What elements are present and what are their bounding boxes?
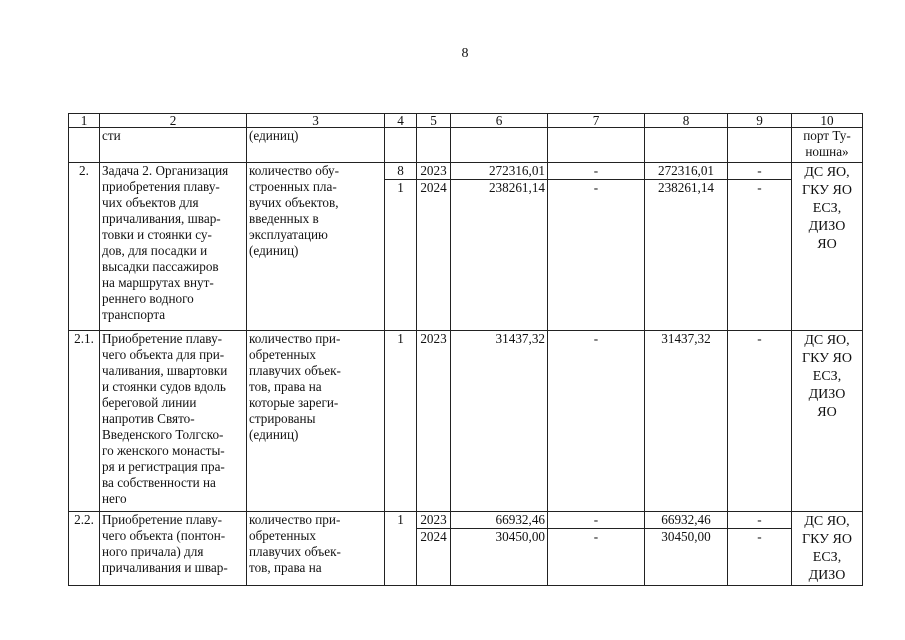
table-row xyxy=(69,512,863,586)
table-cell xyxy=(645,163,728,331)
cell-year: 2023 xyxy=(420,512,447,527)
page-number: 8 xyxy=(461,46,469,61)
cell-amount: 238261,14 xyxy=(645,179,727,196)
row-indicator: количество при- обретенных плавучих объек- тов, права на которые зареги- стрированы (единиц) xyxy=(247,331,385,512)
cell-year: 2023 xyxy=(420,163,447,178)
table-cell xyxy=(728,128,792,163)
table-cell xyxy=(417,128,451,163)
cell-value: 1 xyxy=(385,331,417,512)
table-cell xyxy=(451,128,548,163)
cell-value: - xyxy=(548,528,644,545)
row-executor: ДС ЯО, ГКУ ЯО ЕСЗ, ДИЗО ЯО xyxy=(792,163,863,331)
cell-amount: 31437,32 xyxy=(645,331,728,512)
table-cell xyxy=(645,128,728,163)
cell-value: - xyxy=(728,331,792,512)
table-cell xyxy=(385,128,417,163)
column-numbers-row xyxy=(69,114,863,128)
cell-value: - xyxy=(757,512,762,527)
cell-amount: 272316,01 xyxy=(657,163,715,178)
table-cell: (единиц) xyxy=(247,128,385,163)
col-number: 5 xyxy=(417,114,451,128)
table-cell: порт Ту- ношна» xyxy=(792,128,863,163)
row-number: 2.2. xyxy=(69,512,100,586)
table-cell xyxy=(645,512,728,586)
cell-amount: 66932,46 xyxy=(495,512,545,527)
cell-year: 2023 xyxy=(417,331,451,512)
table-cell xyxy=(69,128,100,163)
row-name: Приобретение плаву- чего объекта (понтон- ного причала) для причаливания и швар- xyxy=(100,512,247,586)
cell-value: - xyxy=(548,179,644,196)
cell-value: - xyxy=(593,512,599,527)
table-cell xyxy=(451,512,548,586)
col-number: 1 xyxy=(69,114,100,128)
table-cell xyxy=(417,512,451,586)
cell-amount: 31437,32 xyxy=(451,331,548,512)
col-number: 8 xyxy=(645,114,728,128)
table-cell xyxy=(548,163,645,331)
cell-value: 1 xyxy=(385,179,416,196)
cell-amount: 30450,00 xyxy=(451,528,547,545)
row-number: 2.1. xyxy=(69,331,100,512)
col-number: 4 xyxy=(385,114,417,128)
table-row xyxy=(69,331,863,512)
cell-year: 2024 xyxy=(417,179,450,196)
table-cell xyxy=(385,163,417,331)
col-number: 10 xyxy=(792,114,863,128)
col-number: 2 xyxy=(100,114,247,128)
row-name: Приобретение плаву- чего объекта для при- чаливания, швартовки и стоянки судов вдоль береговой линии напротив Свято- Введенского Толгско- го женского монасты- ря и регистрация пра- ва собственности на него xyxy=(100,331,247,512)
table-cell xyxy=(417,163,451,331)
table-cell: сти xyxy=(100,128,247,163)
table-cell xyxy=(548,128,645,163)
row-executor: ДС ЯО, ГКУ ЯО ЕСЗ, ДИЗО xyxy=(792,512,863,586)
cell-value: 8 xyxy=(397,163,404,178)
table-row xyxy=(69,163,863,331)
cell-value: - xyxy=(593,163,599,178)
cell-year: 2024 xyxy=(417,528,450,545)
continuation-row xyxy=(69,128,863,163)
cell-amount: 66932,46 xyxy=(661,512,711,527)
program-table xyxy=(68,113,863,586)
cell-value: - xyxy=(757,163,762,178)
cell-value: 1 xyxy=(385,512,417,586)
row-name: Задача 2. Организация приобретения плаву- чих объектов для причаливания, швар- товки и стоянки су- дов, для посадки и высадки пассажиров на маршрутах внут- реннего водного транспорта xyxy=(100,163,247,331)
table-cell xyxy=(548,512,645,586)
cell-amount: 30450,00 xyxy=(645,528,727,545)
row-number: 2. xyxy=(69,163,100,331)
cell-value: - xyxy=(728,179,791,196)
col-number: 7 xyxy=(548,114,645,128)
col-number: 3 xyxy=(247,114,385,128)
table-cell xyxy=(728,512,792,586)
table-cell xyxy=(451,163,548,331)
cell-amount: 272316,01 xyxy=(488,163,545,178)
row-indicator: количество обу- строенных пла- вучих объектов, введенных в эксплуатацию (единиц) xyxy=(247,163,385,331)
cell-amount: 238261,14 xyxy=(451,179,547,196)
col-number: 9 xyxy=(728,114,792,128)
cell-value: - xyxy=(728,528,791,545)
row-indicator: количество при- обретенных плавучих объек- тов, права на xyxy=(247,512,385,586)
cell-value: - xyxy=(548,331,645,512)
col-number: 6 xyxy=(451,114,548,128)
table-cell xyxy=(728,163,792,331)
row-executor: ДС ЯО, ГКУ ЯО ЕСЗ, ДИЗО ЯО xyxy=(792,331,863,512)
